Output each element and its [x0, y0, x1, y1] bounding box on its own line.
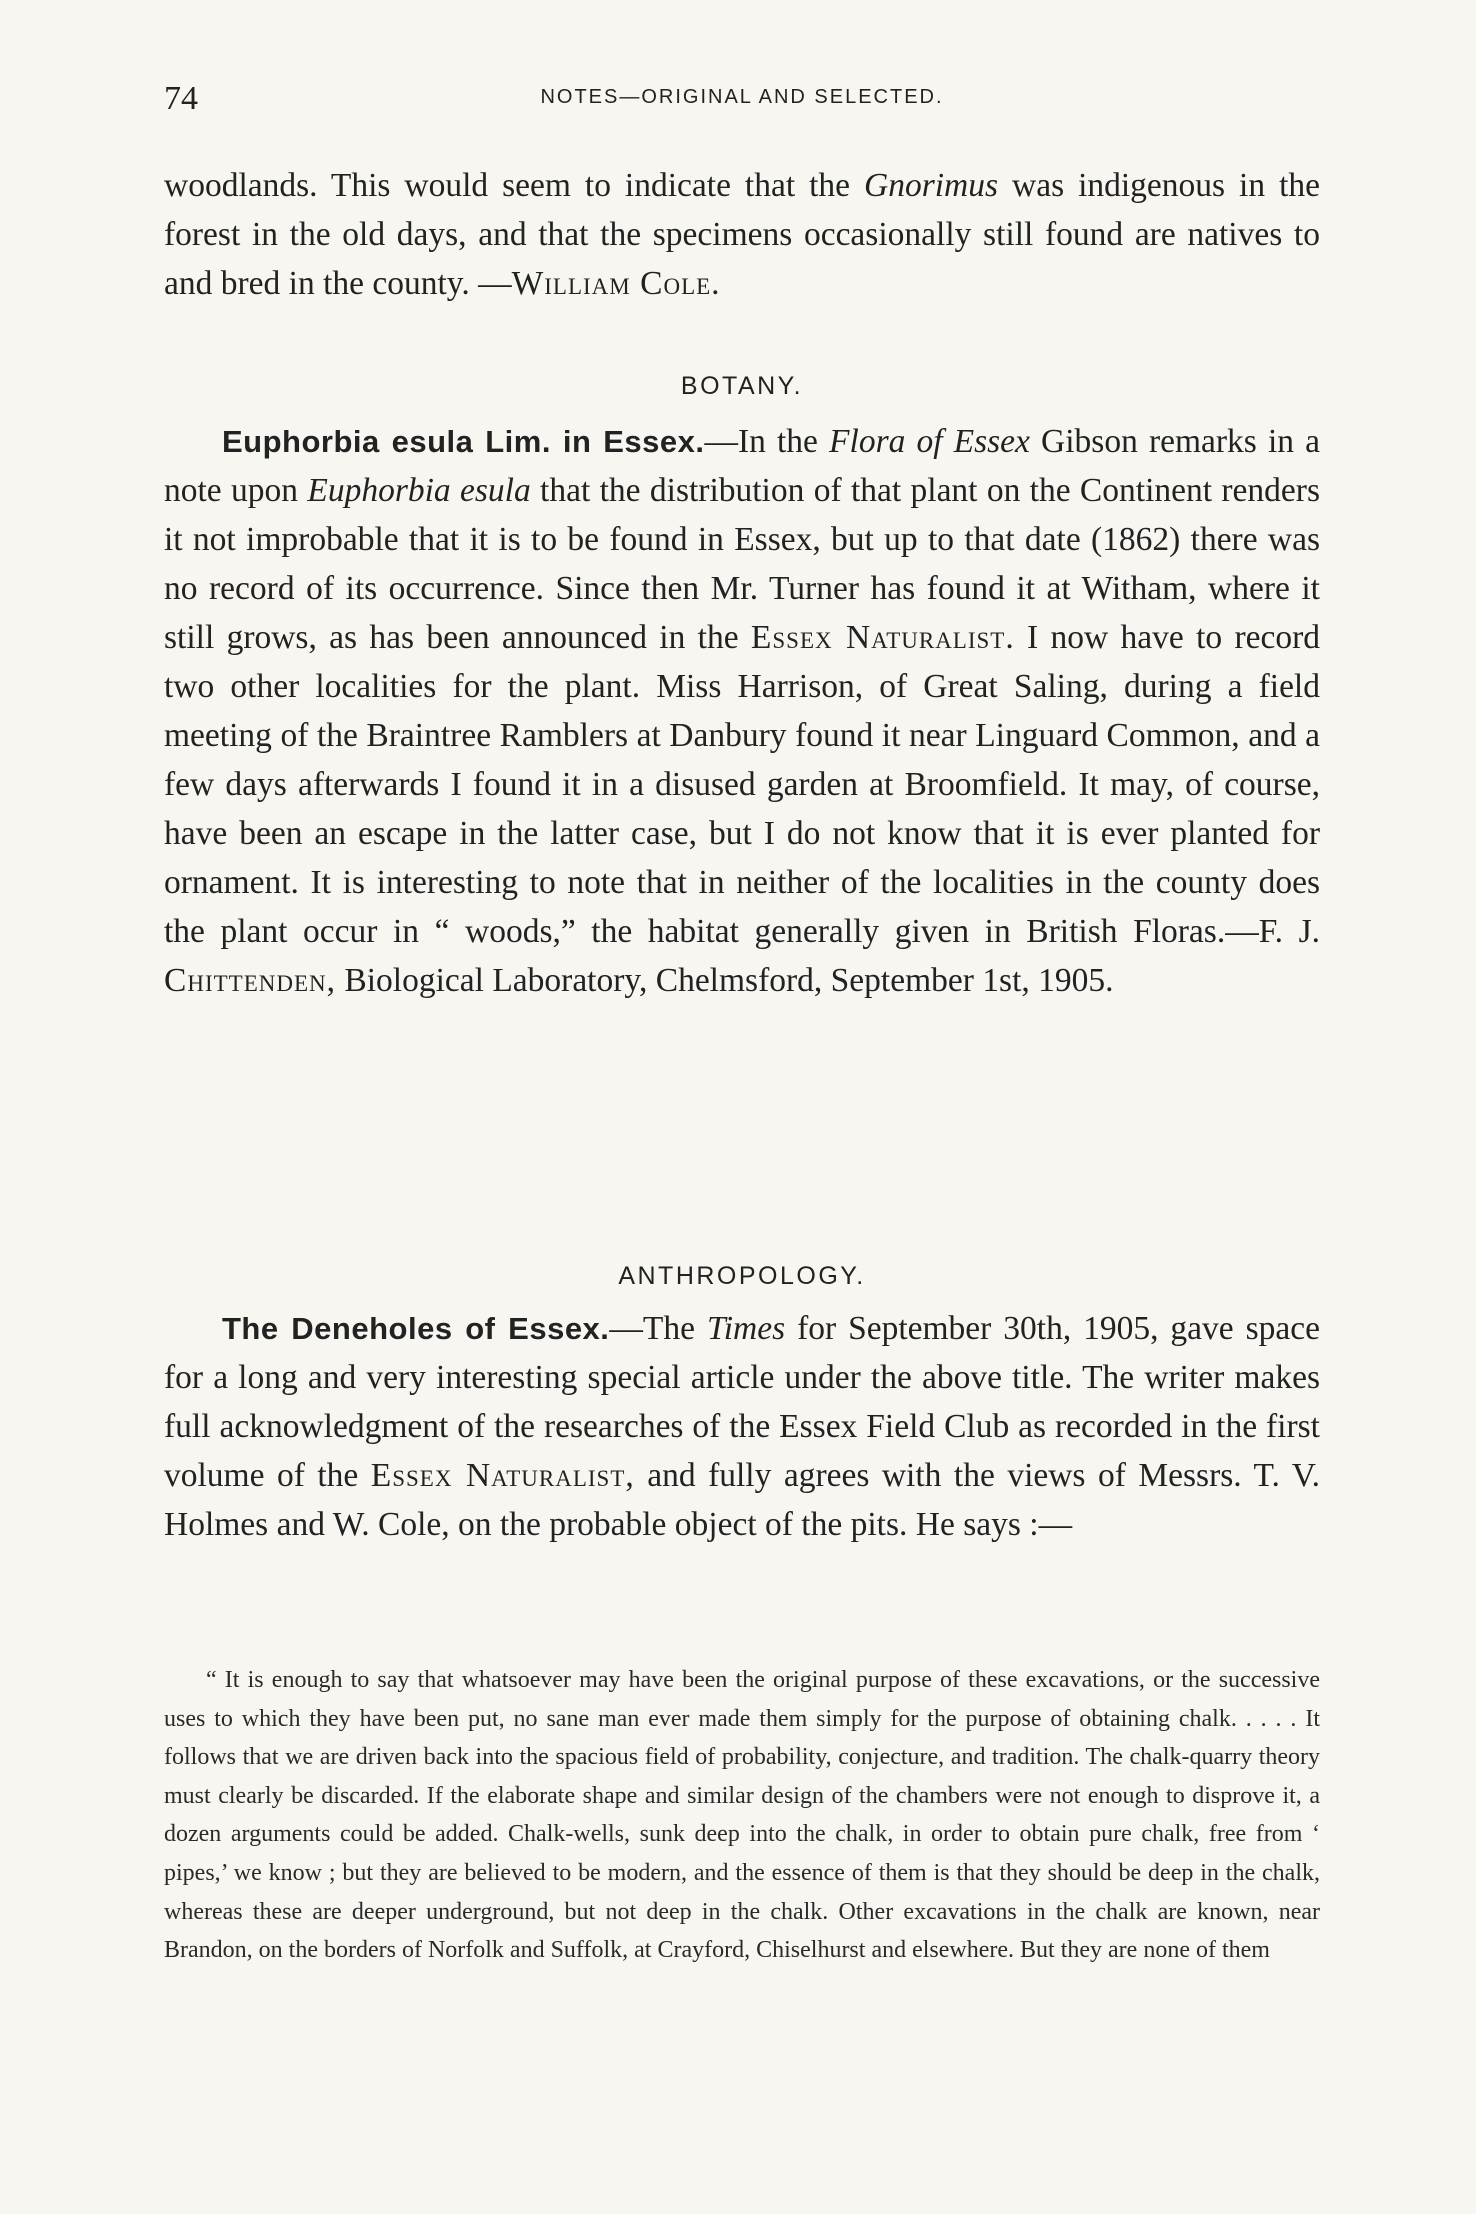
- intro-paragraph: [164, 161, 1320, 308]
- botany-paragraph: [164, 417, 1320, 1005]
- intro-text: woodlands. This would seem to indicate that the: [164, 167, 865, 204]
- botany-text-4: I now have to record two other localities for the plant. Miss Harrison, of Great Saling, during a field meeting of the Braintree Ramblers at Danbury found it near Linguard Common, and a few days afterwards I found it in a disused garden at Broomfield. It may, of course, have been an escape in the latter case, but I do not know that it is ever planted for ornament. It is interesting to note that in neither of the localities in the county does the plant occur in “ woods,” the habitat generally given in British Floras.—F. J.: [164, 619, 1320, 950]
- page-header: [164, 80, 1320, 124]
- botany-italic-flora: Flora of Essex: [829, 423, 1030, 460]
- anthropology-italic-times: Times: [706, 1310, 786, 1347]
- page-number: 74: [164, 80, 198, 117]
- botany-italic-species: Euphorbia esula: [307, 472, 531, 509]
- quote-text: “ It is enough to say that whatsoever may have been the original purpose of these excavations, or the successive uses to which they have been put, no sane man ever made them simply for the purpose of obtaining chalk. . . . . It follows that we are driven back into the spacious field of probability, conjecture, and tradition. The chalk-quarry theory must clearly be discarded. If the elaborate shape and similar design of the chambers were not enough to disprove it, a dozen arguments could be added. Chalk-wells, sunk deep into the chalk, in order to obtain pure chalk, free from ‘ pipes,’ we know ; but they are believed to be modern, and the essence of them is that they should be deep in the chalk, whereas these are deeper underground, but not deep in the chalk. Other excavations in the chalk are known, near Brandon, on the borders of Norfolk and Suffolk, at Crayford, Chiselhurst and elsewhere. But they are none of them: [164, 1667, 1320, 1964]
- botany-title: Euphorbia esula Lim. in Essex.: [222, 424, 705, 459]
- botany-text-1: —In the: [704, 423, 830, 460]
- anthropology-text-1: —The: [609, 1310, 707, 1347]
- block-quote: [164, 1661, 1320, 1970]
- botany-text-5: Biological Laboratory, Chelmsford, September 1st, 1905.: [336, 962, 1114, 999]
- intro-signature: William Cole.: [511, 265, 721, 302]
- botany-heading: BOTANY.: [680, 372, 804, 400]
- botany-text-3: that the distribution of that plant on the Continent renders it not improbable that it is to be found in Essex, but up to that date (1862) there was no record of its occurrence. Since then Mr. Turner has found it at Witham, where it still grows, as has been announced in the: [164, 472, 1320, 656]
- botany-journal-name: Essex Naturalist.: [750, 619, 1015, 656]
- anthropology-title: The Deneholes of Essex.: [222, 1311, 610, 1346]
- anthropology-text-3: and fully agrees with the views of Messrs. T. V. Holmes and W. Cole, on the probable object of the pits. He says :—: [164, 1457, 1320, 1543]
- intro-italic-genus: Gnorimus: [864, 167, 999, 204]
- anthropology-journal-name: Essex Naturalist,: [370, 1457, 635, 1494]
- running-head: NOTES—ORIGINAL AND SELECTED.: [540, 86, 944, 108]
- anthropology-paragraph: [164, 1304, 1320, 1549]
- anthropology-heading: ANTHROPOLOGY.: [618, 1262, 866, 1290]
- botany-text-2: Gibson remarks in a note upon: [164, 423, 1320, 509]
- botany-author: Chittenden,: [164, 962, 337, 999]
- intro-text-cont: was indigenous in the forest in the old days, and that the specimens occasionally still found are natives to and bred in the county. —: [164, 167, 1320, 302]
- anthropology-text-2: for September 30th, 1905, gave space for a long and very interesting special article under the above title. The writer makes full acknowledgment of the researches of the Essex Field Club as recorded in the first volume of the: [164, 1310, 1320, 1494]
